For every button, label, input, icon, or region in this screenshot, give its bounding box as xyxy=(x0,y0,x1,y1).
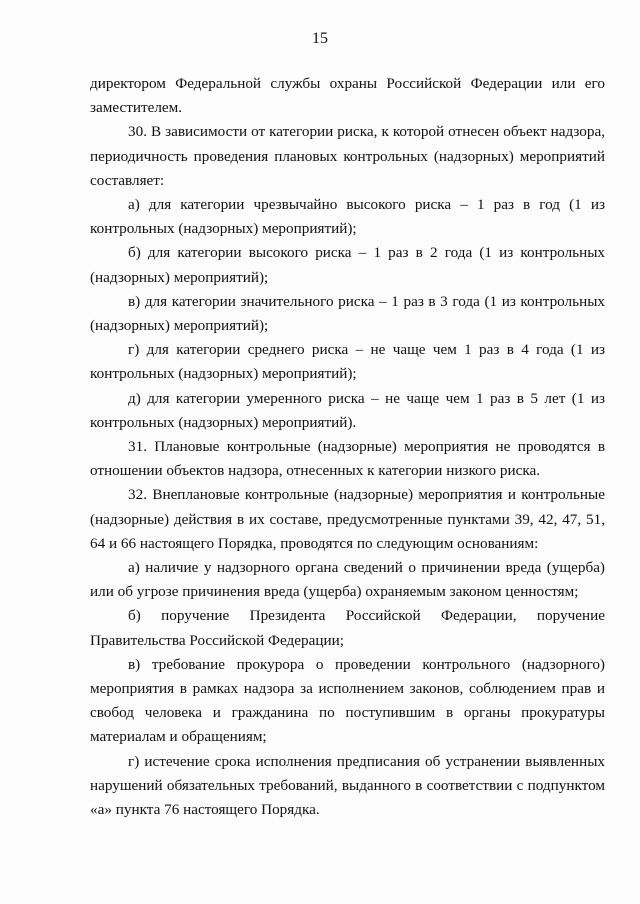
paragraph: 31. Плановые контрольные (надзорные) мероприятия не проводятся в отношении объектов надзора, отнесенных к категории низкого риска. xyxy=(90,438,605,480)
paragraph: в) для категории значительного риска – 1 раз в 3 года (1 из контрольных (надзорных) мероприятий); xyxy=(90,292,605,335)
paragraph: б) поручение Президента Российской Федерации, поручение Правительства Российской Федерации; xyxy=(90,607,605,649)
paragraph: директором Федеральной службы охраны Российской Федерации или его заместителем. xyxy=(90,75,605,117)
paragraph: д) для категории умеренного риска – не чаще чем 1 раз в 5 лет (1 из контрольных (надзорных) мероприятий). xyxy=(90,389,605,431)
paragraph: а) наличие у надзорного органа сведений о причинении вреда (ущерба) или об угрозе причинения вреда (ущерба) охраняемым законом ценностям; xyxy=(90,559,605,601)
paragraph: г) для категории среднего риска – не чаще чем 1 раз в 4 года (1 из контрольных (надзорных) мероприятий); xyxy=(90,341,605,383)
paragraph: 32. Внеплановые контрольные (надзорные) мероприятия и контрольные (надзорные) действия в их составе, предусмотренные пунктами 39, 42, 47, 51, 64 и 66 настоящего Порядка, проводятся по следующим основаниям: xyxy=(90,486,605,552)
page-number: 15 xyxy=(312,30,328,47)
document-body xyxy=(90,72,605,822)
paragraph: в) требование прокурора о проведении контрольного (надзорного) мероприятия в рамках надзора за исполнением законов, соблюдением прав и свобод человека и гражданина по поступившим в органы прокуратуры материалам и обращениям; xyxy=(90,655,605,746)
paragraph: а) для категории чрезвычайно высокого риска – 1 раз в год (1 из контрольных (надзорных) мероприятий); xyxy=(90,196,605,238)
paragraph: 30. В зависимости от категории риска, к которой отнесен объект надзора, периодичность проведения плановых контрольных (надзорных) мероприятий составляет: xyxy=(90,123,605,189)
paragraph: б) для категории высокого риска – 1 раз в 2 года (1 из контрольных (надзорных) мероприятий); xyxy=(90,244,605,286)
paragraph: г) истечение срока исполнения предписания об устранении выявленных нарушений обязательных требований, выданного в соответствии с подпунктом «а» пункта 76 настоящего Порядка. xyxy=(90,752,605,819)
